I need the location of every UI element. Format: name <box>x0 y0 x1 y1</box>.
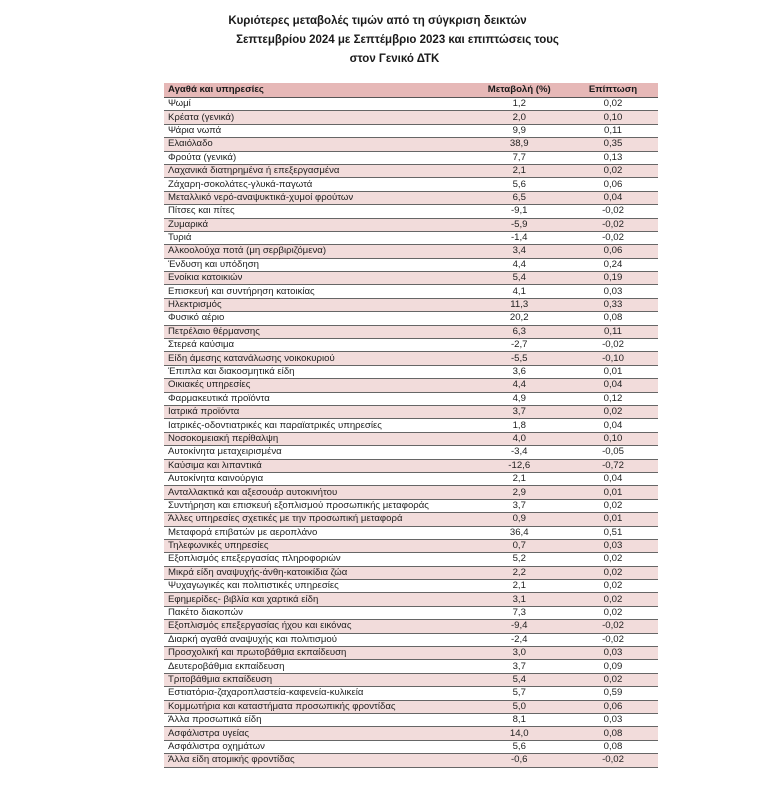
item-cell: Ανταλλακτικά και αξεσουάρ αυτοκινήτου <box>164 486 464 499</box>
table-row <box>164 446 658 459</box>
header-impact: Επίπτωση <box>568 83 658 98</box>
item-cell: Αλκοολούχα ποτά (μη σερβιριζόμενα) <box>164 245 464 258</box>
impact-cell: 0,02 <box>568 606 658 619</box>
item-cell: Διαρκή αγαθά αναψυχής και πολιτισμού <box>164 633 464 646</box>
impact-cell: 0,02 <box>568 593 658 606</box>
table-row <box>164 727 658 740</box>
item-cell: Ασφάλιστρα υγείας <box>164 727 464 740</box>
item-cell: Ασφάλιστρα οχημάτων <box>164 740 464 753</box>
table-row <box>164 379 658 392</box>
table-row <box>164 258 658 271</box>
table-row <box>164 285 658 298</box>
title-line-2: Σεπτεμβρίου 2024 με Σεπτέμβριο 2023 και επιπτώσεις τους <box>236 34 559 46</box>
table-row <box>164 486 658 499</box>
impact-cell: -0,02 <box>568 231 658 244</box>
item-cell: Ενοίκια κατοικιών <box>164 272 464 285</box>
item-cell: Τηλεφωνικές υπηρεσίες <box>164 539 464 552</box>
table-row <box>164 472 658 485</box>
table-row <box>164 312 658 325</box>
change-cell: -2,7 <box>464 339 568 352</box>
item-cell: Ένδυση και υπόδηση <box>164 258 464 271</box>
impact-cell: -0,02 <box>568 218 658 231</box>
impact-cell: 0,09 <box>568 660 658 673</box>
table-row <box>164 205 658 218</box>
item-cell: Πετρέλαιο θέρμανσης <box>164 325 464 338</box>
change-cell: 4,9 <box>464 392 568 405</box>
impact-cell: 0,01 <box>568 486 658 499</box>
change-cell: 1,2 <box>464 98 568 111</box>
change-cell: 38,9 <box>464 138 568 151</box>
impact-cell: 0,02 <box>568 553 658 566</box>
item-cell: Κομμωτήρια και καταστήματα προσωπικής φροντίδας <box>164 700 464 713</box>
impact-cell: 0,04 <box>568 379 658 392</box>
change-cell: 6,5 <box>464 191 568 204</box>
price-changes-table <box>164 83 658 768</box>
change-cell: 2,9 <box>464 486 568 499</box>
item-cell: Πίτσες και πίτες <box>164 205 464 218</box>
change-cell: 3,6 <box>464 365 568 378</box>
table-row <box>164 740 658 753</box>
impact-cell: 0,03 <box>568 713 658 726</box>
table-row <box>164 539 658 552</box>
change-cell: 3,7 <box>464 660 568 673</box>
impact-cell: 0,35 <box>568 138 658 151</box>
table-row <box>164 419 658 432</box>
change-cell: -5,5 <box>464 352 568 365</box>
impact-cell: -0,10 <box>568 352 658 365</box>
change-cell: 2,0 <box>464 111 568 124</box>
item-cell: Ζάχαρη-σοκολάτες-γλυκά-παγωτά <box>164 178 464 191</box>
impact-cell: 0,13 <box>568 151 658 164</box>
change-cell: 2,1 <box>464 164 568 177</box>
item-cell: Άλλα προσωπικά είδη <box>164 713 464 726</box>
document-title <box>0 12 775 69</box>
impact-cell: -0,02 <box>568 620 658 633</box>
item-cell: Άλλες υπηρεσίες σχετικές με την προσωπική μεταφορά <box>164 513 464 526</box>
impact-cell: 0,04 <box>568 419 658 432</box>
change-cell: 5,7 <box>464 687 568 700</box>
item-cell: Κρέατα (γενικά) <box>164 111 464 124</box>
table-row <box>164 98 658 111</box>
impact-cell: 0,02 <box>568 580 658 593</box>
table-row <box>164 620 658 633</box>
table-row <box>164 365 658 378</box>
item-cell: Ψωμί <box>164 98 464 111</box>
change-cell: 3,7 <box>464 405 568 418</box>
change-cell: 3,4 <box>464 245 568 258</box>
impact-cell: 0,10 <box>568 111 658 124</box>
table-row <box>164 272 658 285</box>
change-cell: 8,1 <box>464 713 568 726</box>
table-body <box>164 98 658 768</box>
impact-cell: 0,11 <box>568 325 658 338</box>
change-cell: 5,0 <box>464 700 568 713</box>
table-row <box>164 526 658 539</box>
impact-cell: 0,24 <box>568 258 658 271</box>
change-cell: 5,2 <box>464 553 568 566</box>
table-row <box>164 673 658 686</box>
change-cell: 20,2 <box>464 312 568 325</box>
table-row <box>164 713 658 726</box>
header-item: Αγαθά και υπηρεσίες <box>164 83 464 98</box>
impact-cell: -0,05 <box>568 446 658 459</box>
impact-cell: 0,08 <box>568 740 658 753</box>
table-row <box>164 700 658 713</box>
change-cell: -3,4 <box>464 446 568 459</box>
item-cell: Ψάρια νωπά <box>164 124 464 137</box>
item-cell: Λαχανικά διατηρημένα ή επεξεργασμένα <box>164 164 464 177</box>
item-cell: Φυσικό αέριο <box>164 312 464 325</box>
table-row <box>164 178 658 191</box>
impact-cell: 0,03 <box>568 647 658 660</box>
item-cell: Ιατρικά προϊόντα <box>164 405 464 418</box>
item-cell: Φαρμακευτικά προϊόντα <box>164 392 464 405</box>
impact-cell: 0,08 <box>568 312 658 325</box>
change-cell: 3,7 <box>464 499 568 512</box>
item-cell: Συντήρηση και επισκευή εξοπλισμού προσωπικής μεταφοράς <box>164 499 464 512</box>
impact-cell: 0,02 <box>568 566 658 579</box>
impact-cell: 0,03 <box>568 539 658 552</box>
change-cell: 14,0 <box>464 727 568 740</box>
table-row <box>164 218 658 231</box>
item-cell: Οικιακές υπηρεσίες <box>164 379 464 392</box>
impact-cell: 0,08 <box>568 727 658 740</box>
change-cell: -0,6 <box>464 754 568 767</box>
impact-cell: 0,02 <box>568 405 658 418</box>
impact-cell: 0,19 <box>568 272 658 285</box>
impact-cell: -0,02 <box>568 205 658 218</box>
table-row <box>164 593 658 606</box>
change-cell: 36,4 <box>464 526 568 539</box>
item-cell: Προσχολική και πρωτοβάθμια εκπαίδευση <box>164 647 464 660</box>
change-cell: 0,9 <box>464 513 568 526</box>
table-row <box>164 687 658 700</box>
impact-cell: 0,04 <box>568 472 658 485</box>
change-cell: 5,6 <box>464 740 568 753</box>
change-cell: 9,9 <box>464 124 568 137</box>
change-cell: 4,0 <box>464 432 568 445</box>
title-line-1: Κυριότερες μεταβολές τιμών από τη σύγκριση δεικτών <box>228 15 527 27</box>
table-row <box>164 633 658 646</box>
title-line-3: στον Γενικό ΔΤΚ <box>349 53 440 65</box>
item-cell: Ζυμαρικά <box>164 218 464 231</box>
table-row <box>164 660 658 673</box>
item-cell: Μεταλλικό νερό-αναψυκτικά-χυμοί φρούτων <box>164 191 464 204</box>
impact-cell: 0,01 <box>568 365 658 378</box>
change-cell: 2,1 <box>464 472 568 485</box>
table-row <box>164 499 658 512</box>
change-cell: 0,7 <box>464 539 568 552</box>
item-cell: Ιατρικές-οδοντιατρικές και παραϊατρικές υπηρεσίες <box>164 419 464 432</box>
table-row <box>164 298 658 311</box>
impact-cell: 0,59 <box>568 687 658 700</box>
table-row <box>164 352 658 365</box>
table-row <box>164 339 658 352</box>
item-cell: Μικρά είδη αναψυχής-άνθη-κατοικίδια ζώα <box>164 566 464 579</box>
table-row <box>164 405 658 418</box>
table-row <box>164 124 658 137</box>
table-row <box>164 647 658 660</box>
change-cell: 4,4 <box>464 379 568 392</box>
change-cell: -5,9 <box>464 218 568 231</box>
change-cell: 3,1 <box>464 593 568 606</box>
change-cell: 5,4 <box>464 673 568 686</box>
change-cell: 2,1 <box>464 580 568 593</box>
impact-cell: 0,06 <box>568 700 658 713</box>
change-cell: -12,6 <box>464 459 568 472</box>
item-cell: Πακέτο διακοπών <box>164 606 464 619</box>
item-cell: Μεταφορά επιβατών με αεροπλάνο <box>164 526 464 539</box>
item-cell: Φρούτα (γενικά) <box>164 151 464 164</box>
change-cell: 4,4 <box>464 258 568 271</box>
table-row <box>164 191 658 204</box>
change-cell: -1,4 <box>464 231 568 244</box>
item-cell: Ηλεκτρισμός <box>164 298 464 311</box>
impact-cell: 0,51 <box>568 526 658 539</box>
table-row <box>164 580 658 593</box>
impact-cell: -0,02 <box>568 754 658 767</box>
table-row <box>164 566 658 579</box>
item-cell: Εφημερίδες- βιβλία και χαρτικά είδη <box>164 593 464 606</box>
impact-cell: 0,11 <box>568 124 658 137</box>
table-row <box>164 392 658 405</box>
impact-cell: 0,01 <box>568 513 658 526</box>
item-cell: Ελαιόλαδο <box>164 138 464 151</box>
change-cell: -9,1 <box>464 205 568 218</box>
item-cell: Εξοπλισμός επεξεργασίας ήχου και εικόνας <box>164 620 464 633</box>
table-row <box>164 459 658 472</box>
change-cell: 5,6 <box>464 178 568 191</box>
impact-cell: 0,10 <box>568 432 658 445</box>
impact-cell: 0,04 <box>568 191 658 204</box>
table-row <box>164 138 658 151</box>
impact-cell: -0,02 <box>568 633 658 646</box>
change-cell: 5,4 <box>464 272 568 285</box>
item-cell: Επισκευή και συντήρηση κατοικίας <box>164 285 464 298</box>
table-row <box>164 245 658 258</box>
table-row <box>164 325 658 338</box>
item-cell: Νοσοκομειακή περίθαλψη <box>164 432 464 445</box>
impact-cell: 0,02 <box>568 98 658 111</box>
item-cell: Αυτοκίνητα καινούργια <box>164 472 464 485</box>
table-row <box>164 164 658 177</box>
impact-cell: 0,33 <box>568 298 658 311</box>
impact-cell: -0,02 <box>568 339 658 352</box>
item-cell: Αυτοκίνητα μεταχειρισμένα <box>164 446 464 459</box>
change-cell: -9,4 <box>464 620 568 633</box>
impact-cell: 0,03 <box>568 285 658 298</box>
impact-cell: 0,06 <box>568 245 658 258</box>
impact-cell: 0,02 <box>568 673 658 686</box>
change-cell: 1,8 <box>464 419 568 432</box>
item-cell: Καύσιμα και λιπαντικά <box>164 459 464 472</box>
item-cell: Άλλα είδη ατομικής φροντίδας <box>164 754 464 767</box>
change-cell: -2,4 <box>464 633 568 646</box>
change-cell: 3,0 <box>464 647 568 660</box>
item-cell: Τριτοβάθμια εκπαίδευση <box>164 673 464 686</box>
table-row <box>164 111 658 124</box>
change-cell: 4,1 <box>464 285 568 298</box>
table-row <box>164 553 658 566</box>
table-row <box>164 151 658 164</box>
item-cell: Εξοπλισμός επεξεργασίας πληροφοριών <box>164 553 464 566</box>
impact-cell: 0,12 <box>568 392 658 405</box>
change-cell: 11,3 <box>464 298 568 311</box>
table-row <box>164 754 658 767</box>
change-cell: 7,7 <box>464 151 568 164</box>
table-row <box>164 513 658 526</box>
item-cell: Ψυχαγωγικές και πολιτιστικές υπηρεσίες <box>164 580 464 593</box>
item-cell: Στερεά καύσιμα <box>164 339 464 352</box>
header-change: Μεταβολή (%) <box>464 83 568 98</box>
table-row <box>164 231 658 244</box>
impact-cell: -0,72 <box>568 459 658 472</box>
change-cell: 6,3 <box>464 325 568 338</box>
change-cell: 2,2 <box>464 566 568 579</box>
table-row <box>164 432 658 445</box>
change-cell: 7,3 <box>464 606 568 619</box>
item-cell: Έπιπλα και διακοσμητικά είδη <box>164 365 464 378</box>
item-cell: Είδη άμεσης κατανάλωσης νοικοκυριού <box>164 352 464 365</box>
item-cell: Εστιατόρια-ζαχαροπλαστεία-καφενεία-κυλικεία <box>164 687 464 700</box>
table-header-row <box>164 83 658 98</box>
item-cell: Δευτεροβάθμια εκπαίδευση <box>164 660 464 673</box>
item-cell: Τυριά <box>164 231 464 244</box>
impact-cell: 0,02 <box>568 499 658 512</box>
impact-cell: 0,02 <box>568 164 658 177</box>
table-row <box>164 606 658 619</box>
impact-cell: 0,06 <box>568 178 658 191</box>
